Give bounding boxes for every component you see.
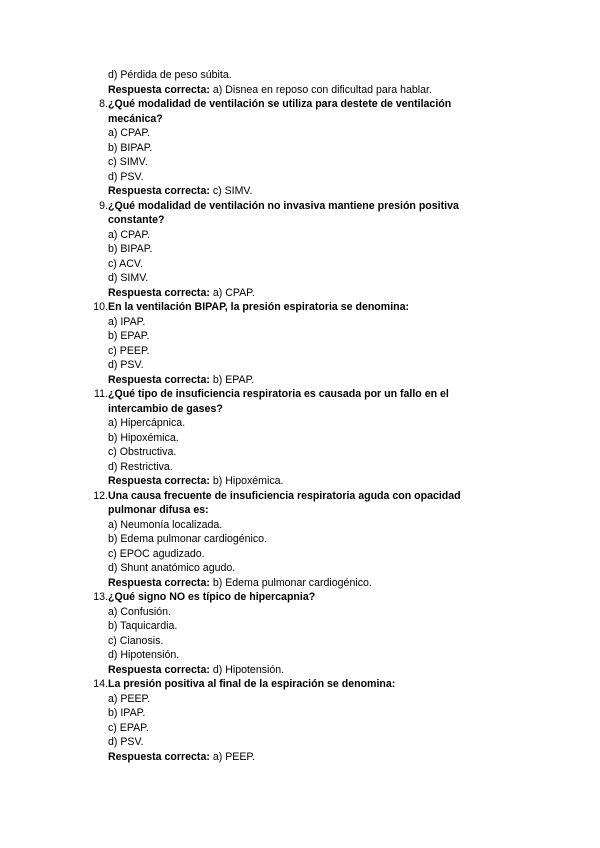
document-page: [0, 68, 600, 764]
correct-answer: [0, 184, 600, 199]
question-9-line-1: 9. ¿Qué modalidad de ventilación no invasiva mantiene presión positiva: [99, 199, 459, 212]
answer-label: Respuesta correcta:: [108, 286, 210, 299]
option: b) Edema pulmonar cardiogénico.: [108, 533, 267, 545]
question-12-line-1: 12. Una causa frecuente de insuficiencia respiratoria aguda con opacidad: [93, 489, 461, 502]
answer-label: Respuesta correcta:: [108, 185, 210, 197]
option: a) Neumonía localizada.: [108, 518, 223, 531]
answer-text: a) CPAP.: [212, 286, 255, 299]
answer-label: Respuesta correcta:: [108, 576, 210, 589]
question-number: 14.: [93, 678, 108, 690]
option: d) PSV.: [108, 359, 144, 371]
answer-text: b) EPAP.: [212, 373, 255, 386]
correct-answer: [0, 286, 600, 301]
option: d) SIMV.: [108, 272, 149, 284]
question-13-line-1: 13. ¿Qué signo NO es típico de hipercapnia?: [93, 591, 316, 603]
option: a) CPAP.: [108, 127, 151, 139]
option: b) BIPAP.: [108, 141, 153, 154]
answer-label: Respuesta correcta:: [108, 750, 210, 763]
question-9-line-2: constante?: [108, 214, 165, 226]
question-8-line-1: 8. ¿Qué modalidad de ventilación se utiliza para destete de ventilación: [99, 98, 452, 110]
question-8-line-2: mecánica?: [108, 112, 163, 125]
option: c) SIMV.: [108, 156, 148, 168]
question-12-line-2: pulmonar difusa es:: [108, 504, 209, 516]
question-number: 11.: [94, 388, 108, 400]
option: c) PEEP.: [108, 344, 150, 357]
question-11-line-1: 11. ¿Qué tipo de insuficiencia respiratoria es causada por un fallo en el: [94, 388, 449, 400]
question-10-line-1: 10. En la ventilación BIPAP, la presión espiratoria se denomina:: [93, 301, 410, 313]
option: c) ACV.: [108, 257, 143, 270]
option: d) Shunt anatómico agudo.: [108, 562, 236, 574]
question-14-line-1: 14. La presión positiva al final de la espiración se denomina:: [93, 678, 396, 690]
question-number: 9.: [99, 199, 108, 212]
option: d) Restrictiva.: [108, 460, 173, 473]
answer-text: d) Hipotensión.: [212, 663, 285, 676]
option: b) BIPAP.: [108, 243, 153, 255]
answer-text: a) Disnea en reposo con dificultad para hablar.: [212, 83, 432, 96]
lead-answer: [0, 83, 600, 98]
lead-option: d) Pérdida de peso súbita.: [108, 69, 232, 81]
correct-answer: [0, 474, 600, 489]
option: b) Taquicardia.: [108, 620, 178, 632]
correct-answer: [0, 373, 600, 388]
answer-label: Respuesta correcta:: [108, 83, 210, 96]
question-number: 8.: [99, 98, 108, 110]
option: a) CPAP.: [108, 228, 151, 241]
correct-answer: [0, 576, 600, 591]
answer-label: Respuesta correcta:: [108, 475, 210, 487]
answer-text: b) Edema pulmonar cardiogénico.: [212, 576, 372, 589]
question-number: 10.: [93, 301, 108, 313]
option: c) Cianosis.: [108, 634, 164, 647]
option: c) EPAP.: [108, 721, 149, 734]
question-number: 13.: [93, 591, 108, 603]
option: c) Obstructiva.: [108, 446, 177, 458]
option: b) IPAP.: [108, 707, 146, 719]
answer-text: c) SIMV.: [212, 185, 253, 197]
option: d) PSV.: [108, 170, 144, 183]
answer-text: b) Hipoxémica.: [212, 475, 284, 487]
correct-answer: [0, 663, 600, 678]
option: a) Hipercápnica.: [108, 417, 186, 429]
option: c) EPOC agudizado.: [108, 547, 205, 560]
option: b) Hipoxémica.: [108, 431, 179, 444]
option: b) EPAP.: [108, 330, 150, 342]
answer-label: Respuesta correcta:: [108, 373, 210, 386]
question-11-line-2: intercambio de gases?: [108, 402, 223, 415]
option: a) IPAP.: [108, 315, 146, 328]
question-number: 12.: [93, 489, 108, 502]
answer-label: Respuesta correcta:: [108, 663, 210, 676]
option: d) PSV.: [108, 736, 144, 748]
correct-answer: [0, 750, 600, 765]
answer-text: a) PEEP.: [212, 750, 256, 763]
option: a) Confusión.: [108, 605, 172, 618]
option: a) PEEP.: [108, 692, 151, 705]
option: d) Hipotensión.: [108, 649, 180, 661]
